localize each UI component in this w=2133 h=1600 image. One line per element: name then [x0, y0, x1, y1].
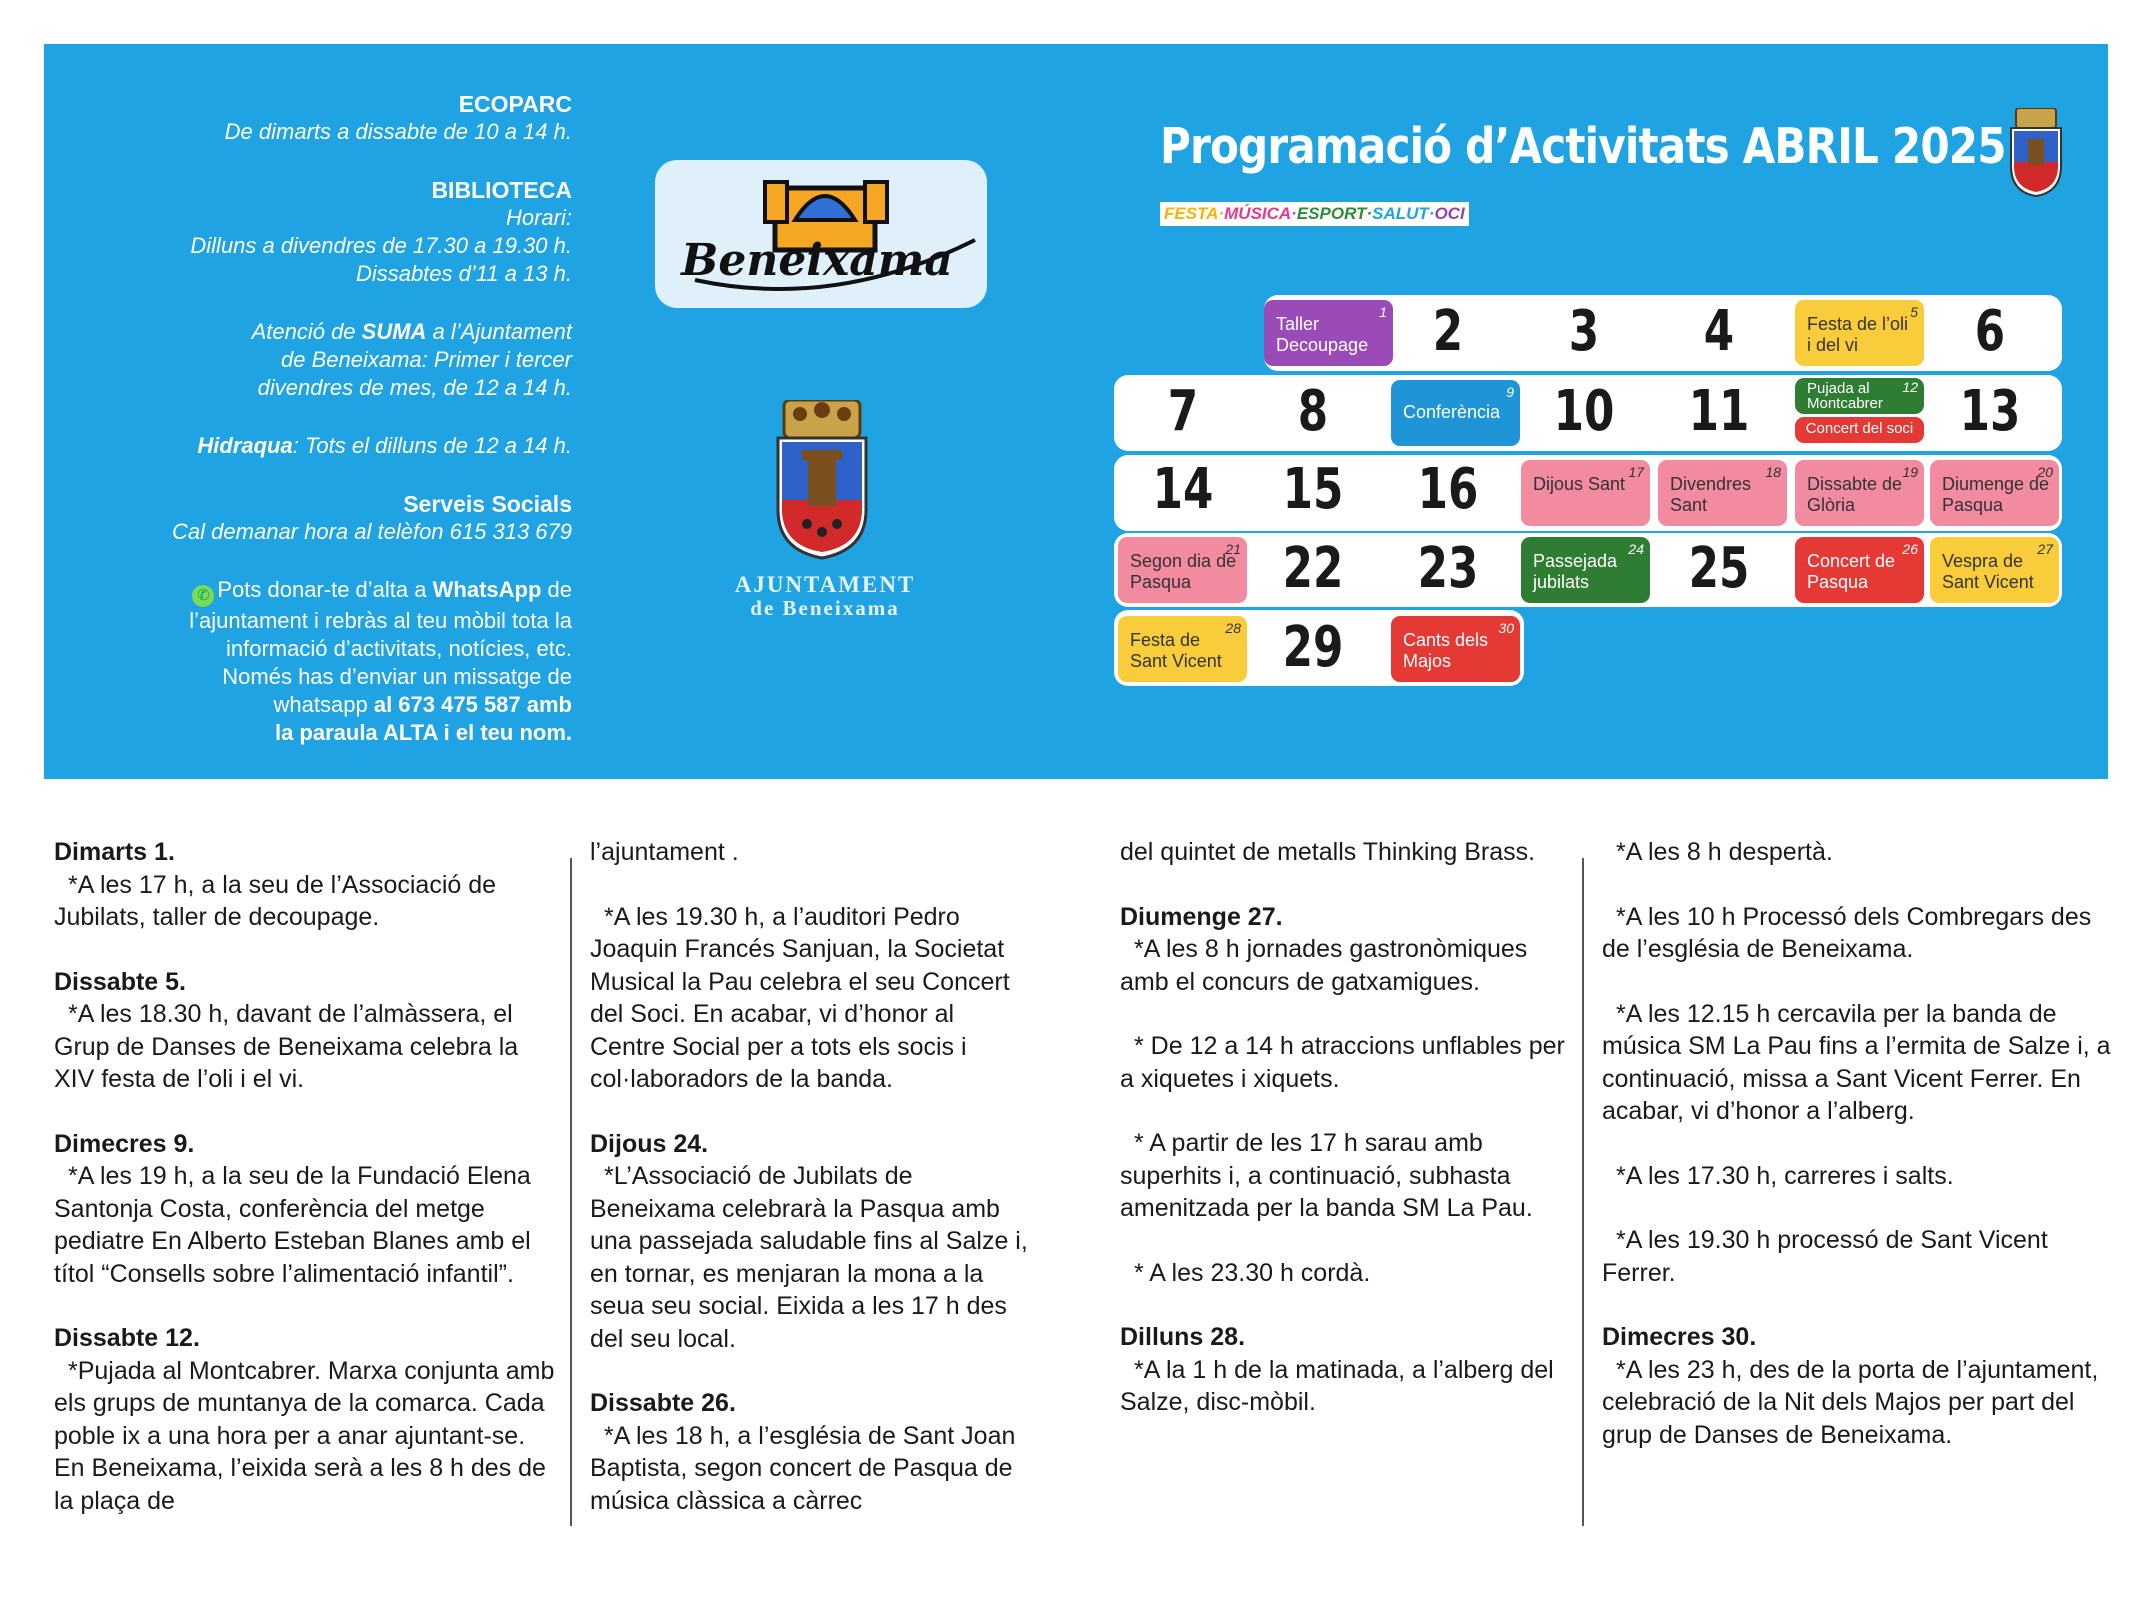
entry-text: *A les 19.30 h processó de Sant Vicent Ferrer. [1602, 1226, 2048, 1287]
calendar-day: 4 [1703, 299, 1735, 364]
entry-heading: Dissabte 12. [54, 1324, 200, 1352]
suma-name: SUMA [361, 319, 427, 344]
program-entry [1120, 836, 1570, 869]
entry-text: l’ajuntament . [590, 838, 739, 866]
event-label: Dijous Sant [1533, 474, 1626, 494]
serveis-text: Cal demanar hora al telèfon 615 313 679 [172, 519, 572, 544]
event-day: 27 [2037, 541, 2053, 557]
beneixama-logo [655, 160, 987, 308]
calendar-day: 16 [1417, 457, 1479, 522]
entry-heading: Dijous 24. [590, 1129, 709, 1158]
calendar-day: 2 [1432, 299, 1464, 364]
wa-text: Pots donar-te d’alta a [217, 577, 427, 602]
event-label: Cants dels Majos [1403, 630, 1489, 671]
calendar-day: 3 [1568, 299, 1600, 364]
entry-text: *A les 17.30 h, carreres i salts. [1616, 1161, 1954, 1190]
ecoparc-title: ECOPARC [458, 91, 572, 117]
event-day: 26 [1902, 541, 1918, 557]
suma-text: a l’Ajuntament [432, 319, 572, 344]
entry-text: *A les 10 h Processó dels Combregars des de l’església de Beneixama. [1602, 902, 2092, 963]
serveis-block [120, 490, 572, 546]
ajuntament-line: AJUNTAMENT [734, 572, 916, 597]
page-title: Programació d’Activitats ABRIL 2025 [1160, 118, 2006, 175]
program-entry [1120, 1257, 1570, 1290]
entry-text: *A les 19 h, a la seu de la Fundació Elena Santonja Costa, conferència del metge pediatre En Alberto Esteban Blanes amb el títol “Consells sobre l’alimentació infantil”. [54, 1162, 531, 1288]
event-divendres-sant[interactable] [1658, 460, 1787, 526]
suma-text: de Beneixama: Primer i tercer [281, 347, 572, 372]
program-entry [1602, 1321, 2122, 1451]
biblioteca-line: Dilluns a divendres de 17.30 a 19.30 h. [190, 233, 572, 258]
hidraqua-name: Hidraqua [197, 433, 293, 458]
calendar-day: 23 [1417, 536, 1479, 601]
event-day: 1 [1379, 304, 1387, 320]
ajuntament-line: de Beneixama [750, 596, 900, 620]
tagline-item: MÚSICA· [1224, 204, 1297, 223]
logo-name: Beneixama [681, 235, 953, 286]
entry-text: *A la 1 h de la matinada, a l’alberg del Salze, disc-mòbil. [1120, 1355, 1554, 1416]
event-concert-pasqua[interactable] [1795, 537, 1924, 603]
program-entry [54, 966, 559, 1096]
event-passejada-jubilats[interactable] [1521, 537, 1650, 603]
suma-block [120, 318, 572, 402]
program-entry [54, 1322, 559, 1517]
entry-text: *A les 8 h despertà. [1616, 838, 1833, 866]
wa-text: whatsapp [273, 692, 368, 717]
tagline-item: OCI [1434, 204, 1465, 223]
event-cants-majos[interactable] [1391, 616, 1520, 682]
event-festa-sant-vicent[interactable] [1118, 616, 1247, 682]
event-label: Diumenge de Pasqua [1942, 474, 2050, 515]
entry-heading: Dimarts 1. [54, 838, 175, 866]
event-label: Festa de Sant Vicent [1130, 630, 1222, 671]
biblioteca-line: Dissabtes d’11 a 13 h. [355, 261, 572, 286]
entry-text: *A les 8 h jornades gastronòmiques amb el concurs de gatxamigues. [1120, 935, 1528, 996]
entry-text: *A les 23 h, des de la porta de l’ajuntament, celebració de la Nit dels Majos per part del grup de Danses de Beneixama. [1602, 1355, 2099, 1449]
event-day: 5 [1910, 304, 1918, 320]
event-label: Taller Decoupage [1276, 314, 1369, 355]
entry-text: * A partir de les 17 h sarau amb superhits i, a continuació, subhasta amenitzada per la banda SM La Pau. [1120, 1129, 1533, 1222]
wa-text: l’ajuntament i rebràs al teu mòbil tota la [189, 608, 572, 633]
serveis-title: Serveis Socials [403, 491, 572, 517]
whatsapp-icon: ✆ [192, 585, 214, 607]
calendar-day: 25 [1688, 536, 1750, 601]
event-label: Conferència [1403, 402, 1501, 422]
entry-heading: Dissabte 26. [590, 1389, 736, 1417]
entry-text: *A les 18.30 h, davant de l’almàssera, el Grup de Danses de Beneixama celebra la XIV festa de l’oli i el vi. [54, 1000, 519, 1093]
event-day: 19 [1902, 464, 1918, 480]
entry-heading: Dilluns 28. [1120, 1323, 1246, 1351]
entry-text: *Pujada al Montcabrer. Marxa conjunta amb els grups de muntanya de la comarca. Cada poble ix a una hora per a anar ajuntant-se. En Beneixama, l’eixida serà a les 8 h des de la plaça de [54, 1356, 555, 1515]
biblioteca-block [120, 176, 572, 288]
calendar-day: 11 [1688, 379, 1750, 444]
entry-heading: Dimecres 30. [1602, 1323, 1757, 1351]
column-divider [570, 858, 572, 1526]
event-label: Dissabte de Glòria [1807, 474, 1903, 515]
program-entry [54, 1128, 559, 1291]
event-conferencia[interactable] [1391, 380, 1520, 446]
text-column-2 [590, 836, 1030, 1549]
ecoparc-hours: De dimarts a dissabte de 10 a 14 h. [224, 119, 572, 144]
event-day: 20 [2037, 464, 2053, 480]
program-entry [1120, 1321, 1570, 1419]
wa-phone: al 673 475 587 amb [373, 692, 572, 717]
wa-name: WhatsApp [432, 577, 542, 602]
event-day: 9 [1506, 384, 1514, 400]
event-label: Segon dia de Pasqua [1130, 551, 1237, 592]
tagline-item: FESTA· [1164, 204, 1225, 223]
suma-text: Atenció de [251, 319, 356, 344]
ecoparc-block [120, 90, 572, 146]
ajuntament-wordmark [690, 572, 960, 621]
entry-text: *A les 18 h, a l’església de Sant Joan Baptista, segon concert de Pasqua de música clàssica a càrrec [590, 1421, 1016, 1515]
event-label: Divendres Sant [1670, 474, 1752, 515]
info-panel [120, 90, 572, 747]
program-entry [590, 1128, 1030, 1356]
event-dijous-sant[interactable] [1521, 460, 1650, 526]
entry-text: *A les 17 h, a la seu de l’Associació de Jubilats, taller de decoupage. [54, 870, 497, 931]
calendar-day: 29 [1282, 615, 1344, 680]
event-vespra-sant-vicent[interactable] [1930, 537, 2059, 603]
calendar-day: 14 [1152, 457, 1214, 522]
text-column-3 [1120, 836, 1570, 1451]
column-divider [1582, 858, 1584, 1526]
program-entry [590, 836, 1030, 869]
program-entry [1602, 998, 2122, 1128]
calendar-day: 10 [1553, 379, 1615, 444]
event-day: 30 [1498, 620, 1514, 636]
whatsapp-block [120, 576, 572, 747]
event-label: Vespra de Sant Vicent [1942, 551, 2034, 592]
calendar-day: 7 [1167, 379, 1199, 444]
event-label: Passejada jubilats [1533, 551, 1618, 592]
wa-text: Només has d’enviar un missatge de [222, 664, 572, 689]
suma-text: divendres de mes, de 12 a 14 h. [257, 375, 572, 400]
wa-text: de [547, 577, 572, 602]
entry-heading: Dissabte 5. [54, 967, 187, 996]
program-entry [590, 1387, 1030, 1517]
entry-text: *L’Associació de Jubilats de Beneixama celebrarà la Pasqua amb una passejada saludable fins al Salze i, en tornar, es menjaran la mona a la seua seu social. Eixida a les 17 h des del seu local. [590, 1162, 1028, 1353]
calendar-day: 22 [1282, 536, 1344, 601]
coat-of-arms-icon [772, 400, 872, 560]
event-day: 28 [1225, 620, 1241, 636]
event-label: Festa de l’oli i del vi [1807, 314, 1909, 355]
text-column-1 [54, 836, 559, 1549]
program-entry [1602, 1224, 2122, 1289]
event-label: Pujada al Montcabrer [1807, 380, 1883, 412]
biblioteca-title: BIBLIOTECA [431, 177, 572, 203]
program-entry [1120, 901, 1570, 999]
event-pujada-montcabrer[interactable] [1795, 378, 1924, 414]
event-segon-dia-pasqua[interactable] [1118, 537, 1247, 603]
event-label: Concert de Pasqua [1807, 551, 1896, 592]
program-entry [1602, 1160, 2122, 1193]
entry-heading: Diumenge 27. [1120, 902, 1283, 931]
program-entry [1120, 1030, 1570, 1095]
text-column-4 [1602, 836, 2122, 1483]
tagline [1160, 202, 1469, 226]
event-concert-soci[interactable] [1795, 417, 1924, 443]
hidraqua-block [120, 432, 572, 460]
program-entry [1120, 1127, 1570, 1225]
biblioteca-line: Horari: [505, 205, 572, 230]
entry-text: del quintet de metalls Thinking Brass. [1120, 838, 1536, 866]
event-diumenge-pasqua[interactable] [1930, 460, 2059, 526]
event-day: 17 [1628, 464, 1644, 480]
calendar-day: 8 [1297, 379, 1329, 444]
entry-text: * A les 23.30 h cordà. [1134, 1258, 1371, 1287]
coat-of-arms-small-icon [2008, 108, 2064, 198]
wa-text: la paraula ALTA i el teu nom. [274, 720, 572, 745]
tagline-item: SALUT· [1372, 204, 1435, 223]
program-entry [54, 836, 559, 934]
program-entry [1602, 901, 2122, 966]
event-day: 21 [1225, 541, 1241, 557]
event-dissabte-gloria[interactable] [1795, 460, 1924, 526]
event-label: Concert del soci [1805, 420, 1914, 437]
hidraqua-text: : Tots el dilluns de 12 a 14 h. [292, 433, 572, 458]
entry-text: *A les 19.30 h, a l’auditori Pedro Joaquin Francés Sanjuan, la Societat Musical la Pau celebra el seu Concert del Soci. En acabar, vi d’honor al Centre Social per a tots els socis i col·laboradors de la banda. [590, 902, 1010, 1093]
wa-text: informació d’activitats, notícies, etc. [225, 636, 572, 661]
program-entry [1602, 836, 2122, 869]
event-day: 24 [1628, 541, 1644, 557]
calendar-day: 13 [1959, 379, 2021, 444]
calendar-day: 15 [1282, 457, 1344, 522]
calendar-day: 6 [1974, 299, 2006, 364]
program-entry [590, 901, 1030, 1096]
tagline-item: ESPORT· [1296, 204, 1373, 223]
event-taller-decoupage[interactable] [1264, 300, 1393, 366]
entry-heading: Dimecres 9. [54, 1129, 195, 1158]
event-day: 18 [1765, 464, 1781, 480]
entry-text: * De 12 a 14 h atraccions unflables per a xiquetes i xiquets. [1120, 1032, 1565, 1093]
entry-text: *A les 12.15 h cercavila per la banda de música SM La Pau fins a l’ermita de Salze i, a continuació, missa a Sant Vicent Ferrer. En acabar, vi d’honor a l’alberg. [1602, 999, 2111, 1125]
event-day: 12 [1902, 379, 1918, 395]
event-festa-oli[interactable] [1795, 300, 1924, 366]
